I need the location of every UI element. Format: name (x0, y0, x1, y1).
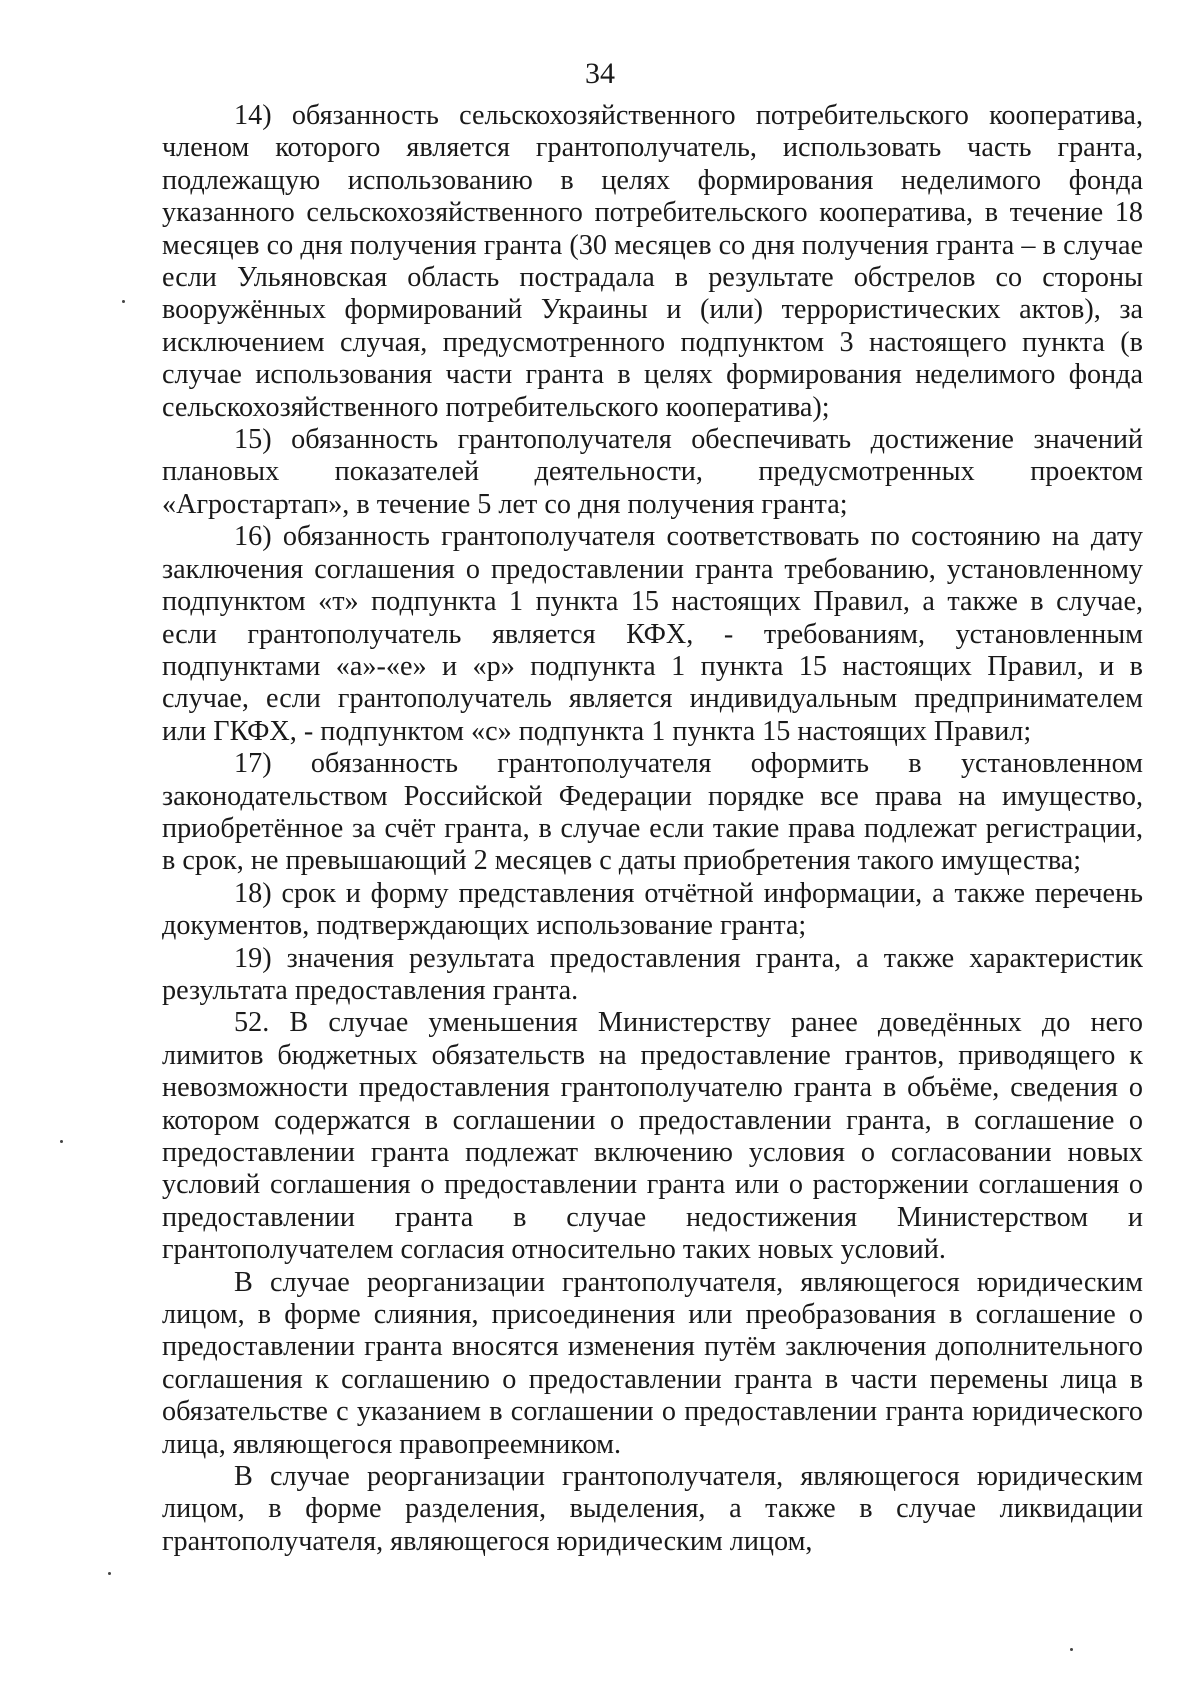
scan-speck (1070, 1648, 1073, 1651)
paragraph-item-14: 14) обязанность сельскохозяйственного потребительского кооператива, членом которого является грантополучатель, использовать часть гранта, подлежащую использованию в целях формирования неделимого фонда указанного сельскохозяйственного потребительского кооператива, в течение 18 месяцев со дня получения гранта (30 месяцев со дня получения гранта – в случае если Ульяновская область пострадала в результате обстрелов со стороны вооружённых формирований Украины и (или) террористических актов), за исключением случая, предусмотренного подпунктом 3 настоящего пункта (в случае использования части гранта в целях формирования неделимого фонда сельскохозяйственного потребительского кооператива); (162, 100, 1143, 423)
paragraph-item-16: 16) обязанность грантополучателя соответствовать по состоянию на дату заключения соглашения о предоставлении гранта требованию, установленному подпунктом «т» подпункта 1 пункта 15 настоящих Правил, а также в случае, если грантополучатель является КФХ, - требованиям, установленным подпунктами «а»-«е» и «р» подпункта 1 пункта 15 настоящих Правил, и в случае, если грантополучатель является индивидуальным предпринимателем или ГКФХ, - подпунктом «с» подпункта 1 пункта 15 настоящих Правил; (162, 521, 1143, 747)
scan-speck (60, 1140, 63, 1143)
document-body (162, 100, 1143, 1558)
page-number: 34 (585, 57, 615, 90)
paragraph-reorganization-merger: В случае реорганизации грантополучателя, являющегося юридическим лицом, в форме слияния, присоединения или преобразования в соглашение о предоставлении гранта вносятся изменения путём заключения дополнительного соглашения к соглашению о предоставлении гранта в части перемены лица в обязательстве с указанием в соглашении о предоставлении гранта юридического лица, являющегося правопреемником. (162, 1266, 1143, 1460)
paragraph-clause-52: 52. В случае уменьшения Министерству ранее доведённых до него лимитов бюджетных обязательств на предоставление грантов, приводящего к невозможности предоставления грантополучателю гранта в объёме, сведения о котором содержатся в соглашении о предоставлении гранта, в соглашение о предоставлении гранта подлежат включению условия о согласовании новых условий соглашения о предоставлении гранта или о расторжении соглашения о предоставлении гранта в случае недостижения Министерством и грантополучателем согласия относительно таких новых условий. (162, 1007, 1143, 1266)
scan-speck (122, 300, 125, 303)
paragraph-item-19: 19) значения результата предоставления гранта, а также характеристик результата предоставления гранта. (162, 942, 1143, 1006)
paragraph-item-18: 18) срок и форму представления отчётной информации, а также перечень документов, подтверждающих использование гранта; (162, 877, 1143, 942)
paragraph-item-15: 15) обязанность грантополучателя обеспечивать достижение значений плановых показателей деятельности, предусмотренных проектом «Агростартап», в течение 5 лет со дня получения гранта; (162, 424, 1143, 520)
paragraph-reorganization-division: В случае реорганизации грантополучателя, являющегося юридическим лицом, в форме разделения, выделения, а также в случае ликвидации грантополучателя, являющегося юридическим лицом, (162, 1461, 1143, 1557)
scan-speck (108, 1572, 111, 1575)
paragraph-item-17: 17) обязанность грантополучателя оформить в установленном законодательством Российской Федерации порядке все права на имущество, приобретённое за счёт гранта, в случае если такие права подлежат регистрации, в срок, не превышающий 2 месяцев с даты приобретения такого имущества; (162, 748, 1143, 877)
